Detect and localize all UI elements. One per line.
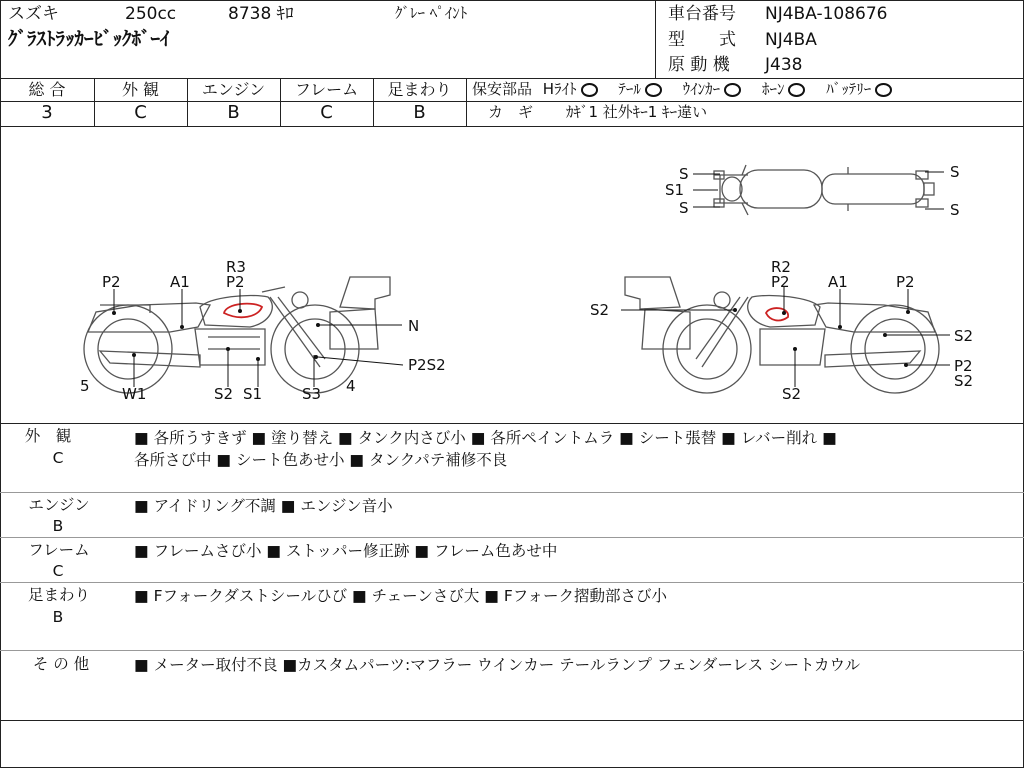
left-label-4: 4 <box>346 377 356 395</box>
note-grade-suspension: B <box>52 608 64 626</box>
horn-ok-mark <box>788 83 805 97</box>
headlight-ok-mark <box>581 83 598 97</box>
right-label-p2-tank: P2 <box>771 273 790 291</box>
type-value: NJ4BA <box>765 30 817 50</box>
grade-value-frame: C <box>320 102 333 123</box>
tail-label: ﾃｰﾙ <box>618 80 641 98</box>
top-label-s-2: S <box>679 199 689 217</box>
frame-number: NJ4BA-108676 <box>765 4 888 24</box>
grade-label-exterior: 外 観 <box>121 80 160 99</box>
grade-label-engine: エンジン <box>201 80 266 99</box>
grade-value-engine: B <box>227 102 240 123</box>
displacement: 250cc <box>125 4 177 24</box>
right-label-s2-wheel: S2 <box>954 372 974 390</box>
note-text-suspension: ■ Fフォークダストシールひび ■ チェーンさび大 ■ Fフォーク摺動部さび小 <box>134 587 667 605</box>
right-label-s2-engine: S2 <box>782 385 802 403</box>
left-label-s3: S3 <box>302 385 322 403</box>
note-label-engine: エンジン <box>28 496 90 514</box>
note-label-other: そ の 他 <box>32 655 90 673</box>
header-divider <box>655 0 656 78</box>
note-text-exterior-1: ■ 各所うすきず ■ 塗り替え ■ タンク内さび小 ■ 各所ペイントムラ ■ シート張替 ■ レバー削れ ■ <box>134 429 837 447</box>
grade-label-overall: 総 合 <box>28 80 66 99</box>
note-grade-engine: B <box>52 517 64 535</box>
grade-value-overall: 3 <box>41 102 53 123</box>
left-label-s2: S2 <box>214 385 234 403</box>
safety-label: 保安部品 <box>472 80 533 98</box>
header-bottom-rule <box>0 78 1024 79</box>
frame-number-label: 車台番号 <box>668 4 736 24</box>
note-text-engine: ■ アイドリング不調 ■ エンジン音小 <box>134 497 393 515</box>
note-label-suspension: 足まわり <box>27 586 90 604</box>
footer-rule <box>0 720 1024 721</box>
top-label-s-1: S <box>679 165 689 183</box>
engine-code: J438 <box>765 55 803 75</box>
top-label-s1: S1 <box>665 181 685 199</box>
note-rule <box>0 537 1024 538</box>
left-label-n: N <box>408 317 420 335</box>
note-label-frame: フレーム <box>28 541 90 559</box>
damage-diagram <box>0 127 1024 423</box>
top-view-motorcycle <box>714 165 934 215</box>
right-label-r2: R2 <box>771 258 791 276</box>
top-label-s-4: S <box>950 201 960 219</box>
note-grade-exterior: C <box>52 449 64 467</box>
note-rule <box>0 492 1024 493</box>
note-text-frame: ■ フレームさび小 ■ ストッパー修正跡 ■ フレーム色あせ中 <box>134 542 558 560</box>
diagram-bottom-rule <box>0 423 1024 424</box>
battery-ok-mark <box>875 83 892 97</box>
note-text-exterior-2: 各所さび中 ■ シート色あせ小 ■ タンクパテ補修不良 <box>134 451 508 469</box>
note-label-exterior: 外 観 <box>24 427 72 445</box>
left-label-p2: P2 <box>102 273 121 291</box>
winker-ok-mark <box>724 83 741 97</box>
note-text-other: ■ メーター取付不良 ■カスタムパーツ:マフラー ウインカー テールランプ フェンダーレス シートカウル <box>134 656 861 674</box>
left-label-w1: W1 <box>122 385 147 403</box>
safety-mid-rule <box>466 101 1022 102</box>
right-label-p2: P2 <box>896 273 915 291</box>
left-label-a1: A1 <box>170 273 190 291</box>
grade-label-suspension: 足まわり <box>387 80 452 99</box>
left-label-r3: R3 <box>226 258 246 276</box>
grade-value-suspension: B <box>413 102 426 123</box>
left-label-p2s2: P2S2 <box>408 356 446 374</box>
winker-label: ｳｲﾝｶｰ <box>682 80 721 98</box>
left-label-5: 5 <box>80 377 90 395</box>
type-label: 型 式 <box>668 30 736 50</box>
grade-label-frame: フレーム <box>294 80 359 99</box>
key-value: ｶｷﾞ1 社外ｷｰ1 ｷｰ違い <box>566 103 708 121</box>
headlight-label: Hﾗｲﾄ <box>542 80 577 98</box>
tail-ok-mark <box>645 83 662 97</box>
model-name: ｸﾞﾗｽﾄﾗｯｶｰﾋﾞｯｸﾎﾞｰｲ <box>8 28 170 50</box>
top-label-s-3: S <box>950 163 960 181</box>
right-label-a1: A1 <box>828 273 848 291</box>
right-label-p2-wheel: P2 <box>954 357 973 375</box>
left-label-s1: S1 <box>243 385 263 403</box>
safety-parts-row <box>472 82 892 97</box>
grade-value-exterior: C <box>134 102 147 123</box>
grade-divider <box>466 78 467 126</box>
note-rule <box>0 582 1024 583</box>
body-color: ｸﾞﾚｰ ﾍﾟｲﾝﾄ <box>395 4 468 22</box>
note-rule <box>0 650 1024 651</box>
damage-mark-left <box>224 304 262 318</box>
key-label: カ ギ <box>488 103 534 121</box>
right-label-s2-rear: S2 <box>954 327 974 345</box>
right-label-s2-cowl: S2 <box>590 301 610 319</box>
mileage: 8738 ｷﾛ <box>228 4 294 24</box>
note-grade-frame: C <box>52 562 64 580</box>
left-label-p2-tank: P2 <box>226 273 245 291</box>
horn-label: ﾎｰﾝ <box>761 80 785 98</box>
engine-label: 原 動 機 <box>668 55 730 75</box>
battery-label: ﾊﾞｯﾃﾘｰ <box>826 80 872 98</box>
maker: スズキ <box>8 4 59 24</box>
left-side-motorcycle <box>84 277 390 393</box>
